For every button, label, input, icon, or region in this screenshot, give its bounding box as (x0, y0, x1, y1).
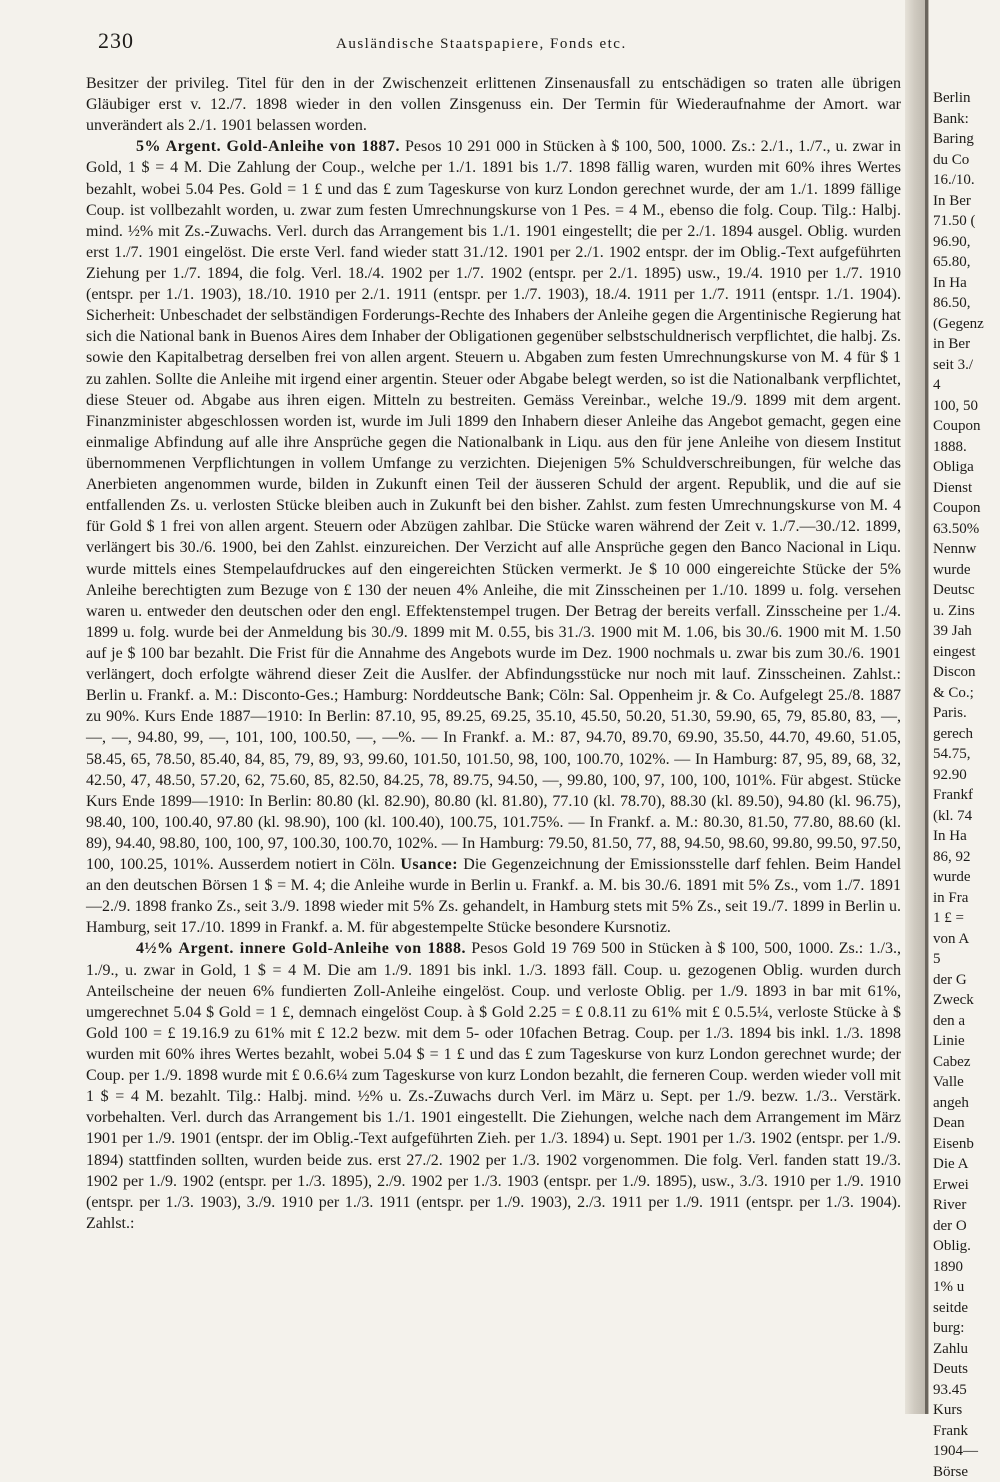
adjacent-page-line: Dienst (933, 478, 1000, 499)
entry-argent-gold-1887 (86, 136, 901, 938)
running-title: Ausländische Staatspapiere, Fonds etc. (336, 36, 627, 53)
adjacent-page-line: in Ber (933, 334, 1000, 355)
entry-argent-innere-gold-1888 (86, 938, 901, 1234)
adjacent-page-line: du Co (933, 150, 1000, 171)
adjacent-page-line: Kurs (933, 1400, 1000, 1421)
adjacent-page-line: River (933, 1195, 1000, 1216)
adjacent-page-line: angeh (933, 1093, 1000, 1114)
adjacent-page-line: In Ha (933, 273, 1000, 294)
adjacent-page-line: 93.45 (933, 1380, 1000, 1401)
usance-label: Usance: (400, 856, 458, 873)
adjacent-page-line: burg: (933, 1318, 1000, 1339)
adjacent-page-line: von A (933, 929, 1000, 950)
adjacent-page-line: 86.50, (933, 293, 1000, 314)
entry-body: Pesos Gold 19 769 500 in Stücken à $ 100, 500, 1000. Zs.: 1./3., 1./9., u. zwar in Gold, 1 $ = 4 M. Die am 1./9. 1891 bis inkl. 1./3. 1893 fäll. Coup. u. gezogenen Oblig. wurden durch Anteilscheine der neuen 6% fundierten Zoll-Anleihe eingelöst. Coup. und verloste Oblig. per 1./9. 1893 in bar mit 61%, umgerechnet 5.04 $ Gold = 1 £, demnach eingelöst Coup. à $ Gold 2.25 = £ 0.8.11 zu 61% mit £ 0.5.5¼, verloste Stücke à $ Gold 100 = £ 19.16.9 zu 61% mit £ 12.2 bezw. mit dem 5- oder 10fachen Betrag. Coup. per 1./3. 1894 bis inkl. 1./3. 1898 wurden mit 60% ihres Wertes bezahlt, wobei 5.04 $ = 1 £ und das £ zum Tageskurse von kurz London gerechnet wurde; der Coup. per 1./9. 1898 wurde mit £ 0.6.6¼ zum Tageskurse von kurz London bezahlt, die ferneren Coup. werden wieder voll mit 1 $ = 4 M. bezahlt. Tilg.: Halbj. mind. ½% u. Zs.-Zuwachs durch Verl. im März u. Sept. per 1./9. bezw. 1./3.. Verstärk. vorbehalten. Verl. durch das Arrangement bis 1./1. 1901 eingestellt. Die Ziehungen, welche nach dem Arrangement im März 1901 per 1./9. 1901 (entspr. der im Oblig.-Text aufgeführten Zieh. per 1./3. 1894) u. Sept. 1901 per 1./3. 1902 (entspr. per 1./9. 1894) stattfinden sollten, wurden beide zus. erst 27./2. 1902 per 1./3. 1902 vorgenommen. Die folg. Verl. fanden statt 19./3. 1902 per 1./9. 1902 (entspr. per 1./3. 1895), 2./9. 1902 per 1./3. 1903 (entspr. per 1./9. 1895), usw., 3./3. 1910 per 1./9. 1910 (entspr. per 1./3. 1903), 3./9. 1910 per 1./3. 1911 (entspr. per 1./9. 1903), 2./3. 1911 per 1./9. 1911 (entspr. per 1./3. 1904). Zahlst.: (86, 940, 901, 1231)
adjacent-page-line: 1% u (933, 1277, 1000, 1298)
adjacent-page-line: Frankf (933, 785, 1000, 806)
adjacent-page-line: 5 (933, 949, 1000, 970)
adjacent-page-line: Eisenb (933, 1134, 1000, 1155)
adjacent-page-line: 96.90, (933, 232, 1000, 253)
adjacent-page-line: der G (933, 970, 1000, 991)
adjacent-page-line: Coupon (933, 416, 1000, 437)
adjacent-page-line: Baring (933, 129, 1000, 150)
continuation-text: Besitzer der privileg. Titel für den in der Zwischenzeit erlittenen Zinsenausfall zu entschädigen so traten alle übrigen Gläubiger erst v. 12./7. 1898 wieder in den vollen Zinsgenuss ein. Der Termin für Wiederaufnahme der Amort. war unverändert als 2./1. 1901 belassen worden. (86, 75, 901, 134)
adjacent-page-line: Coupon (933, 498, 1000, 519)
gutter-divider (925, 0, 928, 1414)
page-number: 230 (98, 28, 134, 54)
adjacent-page-line: 92.90 (933, 765, 1000, 786)
adjacent-page-line: Paris. (933, 703, 1000, 724)
adjacent-page-line: Deuts (933, 1359, 1000, 1380)
paragraph-continuation (86, 73, 901, 136)
adjacent-page-line: In Ha (933, 826, 1000, 847)
adjacent-page-line: In Ber (933, 191, 1000, 212)
adjacent-page-line: 39 Jah (933, 621, 1000, 642)
adjacent-page-line: 1888. (933, 437, 1000, 458)
adjacent-page-line: 65.80, (933, 252, 1000, 273)
adjacent-page-line: Valle (933, 1072, 1000, 1093)
adjacent-page-line: 54.75, (933, 744, 1000, 765)
adjacent-page-line: (Gegenz (933, 314, 1000, 335)
adjacent-page-line: 71.50 ( (933, 211, 1000, 232)
entry-title: 5% Argent. Gold-Anleihe von 1887. (136, 138, 400, 155)
adjacent-page-line: Linie (933, 1031, 1000, 1052)
adjacent-page-line: 1904— (933, 1441, 1000, 1462)
adjacent-page-line: Zweck (933, 990, 1000, 1011)
adjacent-page-line: seitde (933, 1298, 1000, 1319)
adjacent-page-line: der O (933, 1216, 1000, 1237)
adjacent-page-line: Zahlu (933, 1339, 1000, 1360)
adjacent-page-line: Bank: (933, 109, 1000, 130)
adjacent-page-line: 16./10. (933, 170, 1000, 191)
adjacent-page-line: gerech (933, 724, 1000, 745)
adjacent-page-line: Discon (933, 662, 1000, 683)
adjacent-page-line: Oblig. (933, 1236, 1000, 1257)
adjacent-page-line: wurde (933, 867, 1000, 888)
adjacent-page-line: Frank (933, 1421, 1000, 1442)
adjacent-page-line: 100, 50 (933, 396, 1000, 417)
adjacent-page-line: (kl. 74 (933, 806, 1000, 827)
adjacent-page-line: & Co.; (933, 683, 1000, 704)
entry-body: Pesos 10 291 000 in Stücken à $ 100, 500, 1000. Zs.: 2./1., 1./7., u. zwar in Gold, 1 $ = 4 M. Die Zahlung der Coup., welche per 1./1. 1891 bis 1./7. 1898 fällig waren, wurden mit 60% ihres Wertes bezahlt, wobei 5.04 Pes. Gold = 1 £ und das £ zum Tageskurse von kurz London gerechnet wurde, der am 1./1. 1899 fällige Coup. ist vollbezahlt worden, u. zwar zum festen Umrechnungskurse von 1 Pes. = 4 M., ebenso die folg. Coup. Tilg.: Halbj. mind. ½% mit Zs.-Zuwachs. Verl. durch das Arrangement bis 1./1. 1901 eingestellt; die per 2./1. 1894 ausgel. Oblig. wurden erst 1./7. 1901 eingelöst. Die erste Verl. fand wieder statt 31./12. 1901 per 2./1. 1902 entspr. der im Oblig.-Text aufgeführten Ziehung per 1./7. 1894, die folg. Verl. 18./4. 1902 per 1./7. 1902 (entspr. per 2./1. 1895) usw., 19./4. 1910 per 1./7. 1910 (entspr. per 1./1. 1903), 18./10. 1910 per 2./1. 1911 (entspr. per 1./7. 1903), 18./4. 1911 per 1./7. 1911 (entspr. 1./1. 1904). Sicherheit: Unbeschadet der selbständigen Forderungs-Rechte des Inhabers der Anleihe gegen die Argentinische Regierung hat sich die National bank in Buenos Aires dem Inhaber der Obligationen gegenüber selbstschuldnerisch verpflichtet, die halbj. Zs. sowie den Kapitalbetrag derselben frei von allen argent. Steuern u. Abgaben zum festen Umrechnungskurse von M. 4 für $ 1 zu zahlen. Sollte die Anleihe mit irgend einer argentin. Steuer oder Abgabe belegt werden, so ist die Nationalbank verpflichtet, diese Steuer od. Abgabe aus ihren eigen. Mitteln zu bestreiten. Gemäss Vereinbar., welche 19./9. 1899 mit dem argent. Finanzminister abgeschlossen worden ist, wurde im Juli 1899 den Inhabern dieser Anleihe das Angebot gemacht, gegen eine einmalige Abfindung auf alle ihre Ansprüche gegen die Nationalbank in Liqu. aus den für jene Anleihe von diesem Institut übernommenen Verpflichtungen in vollem Umfange zu verzichten. Diejenigen 5% Schuldverschreibungen, für welche das Anerbieten angenommen wurde, bilden in Zukunft einen Teil der äusseren Schuld der argent. Republik, und die auf sie entfallenden Zs. u. verlosten Stücke bleiben auch in Zukunft bei den bisher. Zahlst. zum festen Umrechnungskurse von M. 4 für Gold $ 1 frei von allen argent. Steuern oder Abzügen zahlbar. Die Stücke waren während der Zeit v. 1./7.—30./12. 1899, verlängert bis 30./6. 1900, bei den Zahlst. einzureichen. Der Verzicht auf alle Ansprüche gegen den Banco Nacional in Liqu. wurde mittels eines Stempelaufdruckes auf den eingereichten Stücken vermerkt. Je $ 10 000 eingereichte Stücke der 5% Anleihe berechtigten zum Bezuge von £ 130 der neuen 4% Anleihe, die mit Zinsscheinen per 1./10. 1899 u. folg. versehen waren u. entweder den deutschen oder den engl. Effektenstempel trugen. Der Betrag der bereits verfall. Zinsscheine per 1./4. 1899 u. folg. wurde bei der Anmeldung bis 30./9. 1899 mit M. 0.55, bis 31./3. 1900 mit M. 1.06, bis 30./6. 1900 mit M. 1.50 auf je $ 100 bar bezahlt. Die Frist für die Annahme des Angebots wurde im Dez. 1900 nochmals u. zwar bis zum 30./6. 1901 verlängert, doch erfolgte während dieser Zeit die Auslfer. der Abfindungsstücke nur noch mit lauf. Zinsscheinen. Zahlst.: Berlin u. Frankf. a. M.: Disconto-Ges.; Hamburg: Norddeutsche Bank; Cöln: Sal. Oppenheim jr. & Co. Aufgelegt 25./8. 1887 zu 90%. Kurs Ende 1887—1910: In Berlin: 87.10, 95, 89.25, 69.25, 35.10, 45.50, 50.20, 51.30, 59.90, 65, 79, 85.80, 83, —, —, —, 94.80, 99, —, 101, 100, 100.50, —, —%. — In Frankf. a. M.: 87, 94.70, 89.70, 69.90, 35.50, 44.70, 49.60, 51.05, 58.45, 65, 78.50, 85.40, 84, 85, 79, 89, 93, 99.60, 101.50, 101.50, 98, 100, 100.70, 102%. — In Hamburg: 87, 95, 89, 68, 32, 42.50, 47, 48.50, 57.20, 62, 75.60, 85, 82.50, 84.25, 78, 89.75, 94.50, —, 99.80, 100, 97, 100, 100, 101%. Für abgest. Stücke Kurs Ende 1899—1910: In Berlin: 80.80 (kl. 82.90), 80.80 (kl. 81.80), 77.10 (kl. 78.70), 88.30 (kl. 89.50), 94.80 (kl. 96.75), 98.40, 100, 100.40, 97.80 (kl. 98.90), 100 (kl. 100.40), 100.75, 101.75%. — In Frankf. a. M.: 80.30, 81.50, 77.80, 88.60 (kl. 89), 94.40, 98.80, 100, 100, 97, 100.30, 100.70, 102%. — In Hamburg: 79.50, 81.50, 77, 88, 94.50, 98.60, 99.80, 99.50, 97.50, 100, 100.25, 101%. Ausserdem notiert in Cöln. (86, 138, 901, 873)
adjacent-page-line: seit 3./ (933, 355, 1000, 376)
adjacent-page-line: in Fra (933, 888, 1000, 909)
adjacent-page-line: 4 (933, 375, 1000, 396)
entry-title: 4½% Argent. innere Gold-Anleihe von 1888. (136, 940, 466, 957)
usance-text: Die Gegenzeichnung der Emissionsstelle darf fehlen. Beim Handel an den deutschen Börsen 1 $ = M. 4; die Anleihe wurde in Berlin u. Frankf. a. M. bis 30./6. 1891 mit 5% Zs., vom 1./7. 1891—2./9. 1898 franko Zs., seit 3./9. 1898 wieder mit 5% Zs. gehandelt, in Hamburg stets mit 5% Zs., seit 19./7. 1899 in Berlin u. Hamburg, seit 17./10. 1899 in Frankf. a. M. für abgestempelte Stücke besondere Kursnotiz. (86, 856, 901, 936)
adjacent-page-line: Cabez (933, 1052, 1000, 1073)
adjacent-page-line: 1890 (933, 1257, 1000, 1278)
adjacent-page-line: Nennw (933, 539, 1000, 560)
adjacent-page-line: den a (933, 1011, 1000, 1032)
adjacent-page-fragment (933, 88, 1000, 1408)
adjacent-page-line: Dean (933, 1113, 1000, 1134)
adjacent-page-line: 1 £ = (933, 908, 1000, 929)
adjacent-page-line: Börse (933, 1462, 1000, 1482)
adjacent-page-line: Obliga (933, 457, 1000, 478)
adjacent-page-line: Die A (933, 1154, 1000, 1175)
adjacent-page-line: 63.50% (933, 519, 1000, 540)
adjacent-page-line: 86, 92 (933, 847, 1000, 868)
adjacent-page-line: wurde (933, 560, 1000, 581)
adjacent-page-line: Deutsc (933, 580, 1000, 601)
adjacent-page-line: eingest (933, 642, 1000, 663)
main-text-column (86, 73, 901, 1403)
adjacent-page-line: Berlin (933, 88, 1000, 109)
adjacent-page-line: u. Zins (933, 601, 1000, 622)
adjacent-page-line: Erwei (933, 1175, 1000, 1196)
